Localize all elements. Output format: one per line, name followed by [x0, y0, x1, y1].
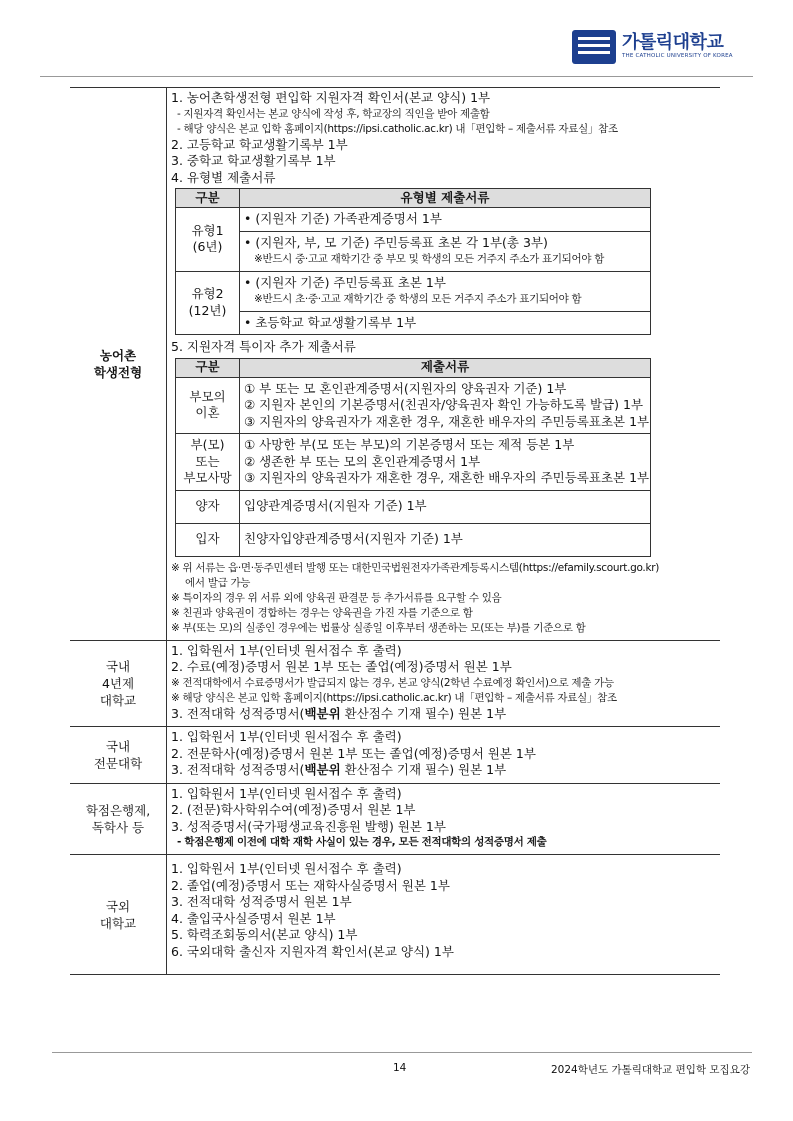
rural-note-4: ※ 부(또는 모)의 실종인 경우에는 법률상 실종일 이후부터 생존하는 모(또는 부)를 기준으로 함 — [171, 621, 586, 634]
death-docs: ① 사망한 부(모 또는 부모)의 기본증명서 또는 제적 등본 1부 ② 생존한 부 또는 모의 혼인관계증명서 1부 ③ 지원자의 양육권자가 재혼한 경우, 재혼한 배우자의 주민등록표초본 1부 — [240, 434, 651, 491]
domestic-college-documents — [167, 727, 721, 784]
rural-item-1: 1. 농어촌학생전형 편입학 지원자격 확인서(본교 양식) 1부 — [171, 90, 491, 105]
rural-note-3: ※ 친권과 양육권이 경합하는 경우는 양육권을 가진 자를 기준으로 함 — [171, 606, 473, 619]
rural-item-3: 3. 중학교 학교생활기록부 1부 — [171, 153, 336, 168]
university-seal-icon — [572, 30, 616, 64]
category-credit-bank: 학점은행제, 독학사 등 — [70, 783, 167, 855]
credit-bank-documents — [167, 783, 721, 855]
credit-item-2: 2. (전문)학사학위수여(예정)증명서 원본 1부 — [171, 802, 416, 817]
type2-label: 유형2 (12년) — [176, 271, 240, 335]
domestic4-item-1: 1. 입학원서 1부(인터넷 원서접수 후 출력) — [171, 642, 402, 658]
rural-item-4: 4. 유형별 제출서류 — [171, 169, 276, 185]
college-item-2: 2. 전문학사(예정)증명서 원본 1부 또는 졸업(예정)증명서 원본 1부 — [171, 745, 536, 761]
foreign-item-3: 3. 전적대학 성적증명서 원본 1부 — [171, 894, 352, 909]
foreign-item-2: 2. 졸업(예정)증명서 또는 재학사실증명서 원본 1부 — [171, 877, 450, 893]
college-item-3: 3. 전적대학 성적증명서(백분위 환산점수 기재 필수) 원본 1부 — [171, 762, 507, 777]
padopt-label: 입자 — [176, 523, 240, 556]
type1-doc2-note: ※반드시 중·고교 재학기간 중 부모 및 학생의 모든 거주지 주소가 표기되어야 함 — [254, 253, 605, 265]
section-domestic-4year — [70, 640, 720, 727]
university-logo — [572, 30, 752, 64]
special-docs-col-header: 제출서류 — [240, 358, 651, 377]
category-rural: 농어촌 학생전형 — [70, 88, 167, 641]
foreign-item-5: 5. 학력조회동의서(본교 양식) 1부 — [171, 927, 358, 942]
section-domestic-college — [70, 727, 720, 784]
divorce-label: 부모의 이혼 — [176, 377, 240, 434]
rural-documents — [167, 88, 721, 641]
college-item-1: 1. 입학원서 1부(인터넷 원서접수 후 출력) — [171, 729, 402, 744]
type-documents-table — [175, 188, 651, 335]
type-col-header: 구분 — [176, 189, 240, 208]
special-documents-table — [175, 358, 651, 557]
adopt-doc: 입양관계증명서(지원자 기준) 1부 — [240, 490, 651, 523]
footer-divider — [52, 1052, 752, 1053]
credit-item-3-sub: - 학점은행제 이전에 대학 재학 사실이 있는 경우, 모든 전적대학의 성적증명서 제출 — [177, 836, 547, 848]
special-col-header: 구분 — [176, 358, 240, 377]
logo-english-name: THE CATHOLIC UNIVERSITY OF KOREA — [622, 53, 733, 60]
rural-note-2: ※ 특이자의 경우 위 서류 외에 양육권 판결문 등 추가서류를 요구할 수 있음 — [171, 591, 502, 604]
type1-doc1: • (지원자 기준) 가족관계증명서 1부 — [240, 208, 651, 232]
type1-label: 유형1 (6년) — [176, 208, 240, 272]
rural-note-1: ※ 위 서류는 읍·면·동주민센터 발행 또는 대한민국법원전자가족관계등록시스템(https://efamily.scourt.go.kr) — [171, 561, 660, 574]
type-docs-col-header: 유형별 제출서류 — [240, 189, 651, 208]
category-foreign: 국외 대학교 — [70, 855, 167, 975]
required-documents-table — [70, 87, 720, 975]
rural-item-2: 2. 고등학교 학교생활기록부 1부 — [171, 136, 348, 152]
rural-item-5: 5. 지원자격 특이자 추가 제출서류 — [171, 339, 356, 354]
rural-note-1-cont: 에서 발급 가능 — [185, 576, 251, 589]
foreign-item-4: 4. 출입국사실증명서 원본 1부 — [171, 910, 336, 926]
foreign-documents — [167, 855, 721, 975]
credit-item-1: 1. 입학원서 1부(인터넷 원서접수 후 출력) — [171, 785, 402, 801]
foreign-item-1: 1. 입학원서 1부(인터넷 원서접수 후 출력) — [171, 861, 402, 876]
domestic4-note-1: ※ 전적대학에서 수료증명서가 발급되지 않는 경우, 본교 양식(2학년 수료예정 확인서)으로 제출 가능 — [171, 676, 614, 689]
death-label: 부(모) 또는 부모사망 — [176, 434, 240, 491]
section-foreign — [70, 855, 720, 975]
domestic-4year-documents — [167, 640, 721, 727]
domestic4-item-3: 3. 전적대학 성적증명서(백분위 환산점수 기재 필수) 원본 1부 — [171, 705, 507, 721]
type2-doc1-note: ※반드시 초·중·고교 재학기간 중 학생의 모든 거주지 주소가 표기되어야 함 — [254, 293, 582, 305]
logo-name: 가톨릭대학교 — [622, 32, 724, 54]
section-credit-bank — [70, 783, 720, 855]
adopt-label: 양자 — [176, 490, 240, 523]
domestic4-item-2: 2. 수료(예정)증명서 원본 1부 또는 졸업(예정)증명서 원본 1부 — [171, 659, 512, 674]
type1-doc2: • (지원자, 부, 모 기준) 주민등록표 초본 각 1부(총 3부) ※반드시 중·고교 재학기간 중 부모 및 학생의 모든 거주지 주소가 표기되어야 함 — [240, 231, 651, 271]
type2-doc1: • (지원자 기준) 주민등록표 초본 1부 ※반드시 초·중·고교 재학기간 중 학생의 모든 거주지 주소가 표기되어야 함 — [240, 271, 651, 311]
divorce-docs: ① 부 또는 모 혼인관계증명서(지원자의 양육권자 기준) 1부 ② 지원자 본인의 기본증명서(친권자/양육권자 확인 가능하도록 발급) 1부 ③ 지원자의 양육권자가 재혼한 경우, 재혼한 배우자의 주민등록표초본 1부 — [240, 377, 651, 434]
credit-item-3: 3. 성적증명서(국가평생교육진흥원 발행) 원본 1부 — [171, 818, 446, 834]
rural-item-1-sub1: - 지원자격 확인서는 본교 양식에 작성 후, 학교장의 직인을 받아 제출함 — [177, 107, 490, 120]
domestic4-note-2: ※ 해당 양식은 본교 입학 홈페이지(https://ipsi.catholic.ac.kr) 내「편입학 – 제출서류 자료실」참조 — [171, 691, 617, 704]
foreign-item-6: 6. 국외대학 출신자 지원자격 확인서(본교 양식) 1부 — [171, 943, 454, 959]
header-divider — [40, 76, 753, 77]
section-rural — [70, 88, 720, 641]
category-domestic-college: 국내 전문대학 — [70, 727, 167, 784]
page-number: 14 — [393, 1062, 407, 1074]
padopt-doc: 친양자입양관계증명서(지원자 기준) 1부 — [240, 523, 651, 556]
category-domestic-4year: 국내 4년제 대학교 — [70, 640, 167, 727]
type2-doc2: • 초등학교 학교생활기록부 1부 — [240, 311, 651, 335]
rural-item-1-sub2: - 해당 양식은 본교 입학 홈페이지(https://ipsi.catholic.ac.kr) 내「편입학 – 제출서류 자료실」참조 — [177, 122, 618, 135]
footer-title: 2024학년도 가톨릭대학교 편입학 모집요강 — [550, 1064, 750, 1076]
